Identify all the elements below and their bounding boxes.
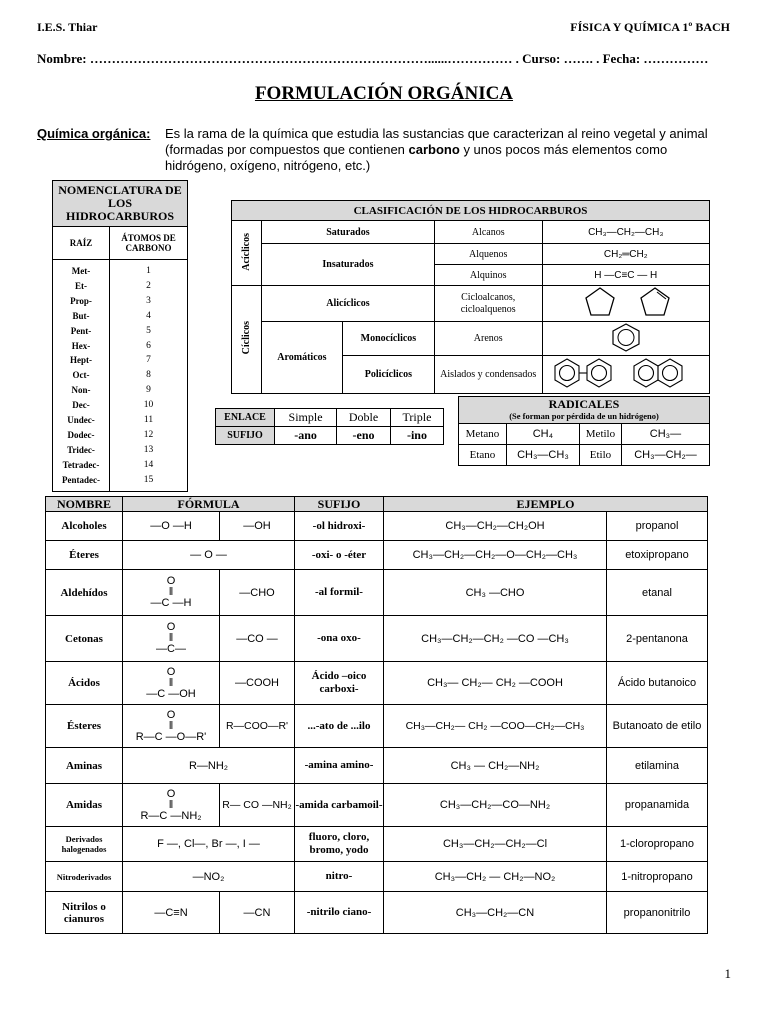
radical-cell: CH₃—CH₃ (506, 445, 579, 466)
root-cell: Et- (53, 279, 110, 294)
page-title: FORMULACIÓN ORGÁNICA (254, 83, 514, 104)
example-formula: CH₃—CH₂—CH₂—Cl (384, 827, 607, 862)
biphenyl-naphthalene-icon (551, 356, 701, 390)
carbon-count-cell: 7 (110, 353, 188, 368)
formula-cell (123, 570, 220, 616)
formula-cell (123, 784, 220, 827)
carbonyl-chain: —C— (156, 643, 186, 655)
formula-cell: —CN (220, 892, 295, 934)
classification-title: CLASIFICACIÓN DE LOS HIDROCARBUROS (232, 201, 710, 221)
example-formula: CH₃ —CHO (384, 570, 607, 616)
suffix-ino: -ino (390, 427, 443, 445)
table-row (53, 279, 188, 294)
suffix-label: SUFIJO (216, 427, 275, 445)
example-name: Ácido butanoico (607, 662, 708, 705)
cycloalkanes-label: Cicloalcanos, cicloalquenos (434, 286, 542, 322)
carbon-count-cell: 5 (110, 324, 188, 339)
example-name: propanamida (607, 784, 708, 827)
aromatic-label: Aromáticos (261, 322, 342, 394)
radical-cell: Etilo (579, 445, 621, 466)
table-row (53, 368, 188, 383)
root-cell: Undec- (53, 413, 110, 428)
suffix-cell: -al formil- (295, 570, 384, 616)
table-row (46, 862, 708, 892)
example-name: Butanoato de etilo (607, 705, 708, 748)
group-name: Ácidos (46, 662, 123, 705)
root-cell: Met- (53, 260, 110, 279)
definition-text: Es la rama de la química que estudia las sustancias que caracterizan al reino vegetal y animal (formadas por compuestos que contienen carbono y unos pocos más elementos como hidrógeno, oxígeno, nitrógeno, etc.) (165, 126, 708, 173)
table-row (53, 309, 188, 324)
formula-cell (123, 662, 220, 705)
col-formula: FÓRMULA (123, 497, 295, 512)
double-bond: ‖ (168, 798, 174, 811)
carbon-count-cell: 3 (110, 294, 188, 309)
example-formula: CH₃ — CH₂—NH₂ (384, 748, 607, 784)
suffix-cell: -oxi- o -éter (295, 541, 384, 570)
table-row (46, 512, 708, 541)
table-row (46, 705, 708, 748)
example-formula: CH₃—CH₂—CH₂—O—CH₂—CH₃ (384, 541, 607, 570)
alkanes-label: Alcanos (434, 221, 542, 244)
formula-cell: R—COO—R' (220, 705, 295, 748)
table-row (46, 616, 708, 662)
double-bond: ‖ (168, 586, 174, 598)
group-name: Cetonas (46, 616, 123, 662)
root-cell: Hept- (53, 353, 110, 368)
radical-cell: CH₃—CH₂— (621, 445, 709, 466)
root-cell: Tetradec- (53, 458, 110, 473)
radical-cell: Metilo (579, 424, 621, 445)
benzene-structure (542, 322, 710, 356)
example-formula: CH₃—CH₂—CO—NH₂ (384, 784, 607, 827)
example-name: propanonitrilo (607, 892, 708, 934)
suffix-eno: -eno (337, 427, 391, 445)
benzene-icon (606, 322, 646, 352)
nomenclature-table (52, 180, 188, 492)
bond-label: ENLACE (216, 409, 275, 427)
double-bond: ‖ (168, 632, 174, 644)
carbon-count-cell: 14 (110, 458, 188, 473)
suffix-cell: -ona oxo- (295, 616, 384, 662)
formula-cell: —C≡N (123, 892, 220, 934)
carbon-count-cell: 8 (110, 368, 188, 383)
carbon-count-cell: 15 (110, 473, 188, 491)
bond-double: Doble (337, 409, 391, 427)
carbon-count-cell: 6 (110, 339, 188, 354)
double-bond: ‖ (168, 676, 174, 689)
suffix-cell: ...-ato de ...ilo (295, 705, 384, 748)
formula-cell: R—NH₂ (123, 748, 295, 784)
formula-cell: —NO₂ (123, 862, 295, 892)
formula-cell: — O — (123, 541, 295, 570)
root-cell: Oct- (53, 368, 110, 383)
formula-cell: —OH (220, 512, 295, 541)
table-row (53, 294, 188, 309)
bond-simple: Simple (275, 409, 337, 427)
root-cell: But- (53, 309, 110, 324)
col-suffix: SUFIJO (295, 497, 384, 512)
carbon-count-cell: 12 (110, 428, 188, 443)
school-name: I.E.S. Thiar (37, 20, 98, 34)
functional-groups-table (45, 496, 708, 934)
example-formula: CH₃—CH₂— CH₂ —COO—CH₂—CH₃ (384, 705, 607, 748)
formula-cell: —CHO (220, 570, 295, 616)
formula-cell: —O —H (123, 512, 220, 541)
alkenes-label: Alquenos (434, 244, 542, 265)
example-name: etoxipropano (607, 541, 708, 570)
double-bond: ‖ (168, 719, 174, 732)
table-row (53, 443, 188, 458)
root-cell: Dec- (53, 398, 110, 413)
carbon-count-cell: 1 (110, 260, 188, 279)
table-row (53, 398, 188, 413)
group-name: Éteres (46, 541, 123, 570)
polycyclic-label: Policíclicos (342, 356, 434, 394)
alkene-formula: CH₂═CH₂ (542, 244, 710, 265)
table-row (53, 413, 188, 428)
root-cell: Non- (53, 383, 110, 398)
suffix-cell: Ácido –oico carboxi- (295, 662, 384, 705)
example-name: propanol (607, 512, 708, 541)
suffix-cell: -nitrilo ciano- (295, 892, 384, 934)
table-row (53, 339, 188, 354)
radical-cell: Etano (459, 445, 507, 466)
definition-label: Química orgánica: (37, 126, 151, 141)
suffix-cell: -amida carbamoil- (295, 784, 384, 827)
unsaturated-label: Insaturados (261, 244, 434, 286)
formula-cell (123, 705, 220, 748)
example-name: 2-pentanona (607, 616, 708, 662)
alkyne-formula: H —C≡C — H (542, 265, 710, 286)
alicyclic-label: Alicíclicos (261, 286, 434, 322)
example-name: 1-nitropropano (607, 862, 708, 892)
radical-cell: CH₄ (506, 424, 579, 445)
cyclopentane-cyclopentene-icon (571, 286, 681, 318)
radicals-table (458, 396, 710, 466)
saturated-label: Saturados (261, 221, 434, 244)
table-row (46, 892, 708, 934)
radicals-subtitle: (Se forman por pérdida de un hidrógeno) (509, 411, 659, 421)
polycyclic-structures (542, 356, 710, 394)
example-name: 1-cloropropano (607, 827, 708, 862)
radical-cell: CH₃— (621, 424, 709, 445)
example-formula: CH₃—CH₂—CN (384, 892, 607, 934)
alkynes-label: Alquinos (434, 265, 542, 286)
example-name: etanal (607, 570, 708, 616)
form-line: Nombre: ……………………………………………………………………......…………… . Curso: ……. . Fecha: …………… (37, 51, 709, 66)
cyclic-label: Cíclicos (240, 321, 252, 355)
suffix-cell: -amina amino- (295, 748, 384, 784)
formula-cell: —COOH (220, 662, 295, 705)
suffix-cell: -ol hidroxi- (295, 512, 384, 541)
root-cell: Prop- (53, 294, 110, 309)
table-row (46, 784, 708, 827)
carbon-count-cell: 2 (110, 279, 188, 294)
oxygen-atom: O (166, 575, 176, 587)
page-number: 1 (724, 966, 731, 981)
formula-cell: —CO — (220, 616, 295, 662)
table-row (53, 383, 188, 398)
arenes-label: Arenos (434, 322, 542, 356)
nomenclature-title: NOMENCLATURA DE LOS HIDROCARBUROS (53, 181, 188, 227)
carbon-count-cell: 9 (110, 383, 188, 398)
acyclic-cell (232, 221, 262, 286)
carbonyl-chain: —C —H (150, 597, 192, 609)
table-row (53, 473, 188, 491)
table-row (46, 748, 708, 784)
oxygen-atom: O (166, 665, 176, 678)
group-name: Amidas (46, 784, 123, 827)
table-row (53, 458, 188, 473)
table-row (46, 827, 708, 862)
suffix-ano: -ano (275, 427, 337, 445)
root-cell: Hex- (53, 339, 110, 354)
carbonyl-chain: R—C —NH₂ (140, 809, 202, 822)
carbonyl-chain: —C —OH (146, 687, 196, 700)
example-name: etilamina (607, 748, 708, 784)
table-row (53, 353, 188, 368)
carbon-count-cell: 4 (110, 309, 188, 324)
cyclo-structures (542, 286, 710, 322)
group-name: Ésteres (46, 705, 123, 748)
table-row (53, 260, 188, 279)
root-cell: Tridec- (53, 443, 110, 458)
group-name: Nitroderivados (46, 862, 123, 892)
formula-cell (123, 616, 220, 662)
formula-cell: F —, Cl—, Br —, I — (123, 827, 295, 862)
isolated-condensed-label: Aislados y condensados (434, 356, 542, 394)
group-name: Aminas (46, 748, 123, 784)
group-name: Derivados halogenados (46, 827, 123, 862)
suffix-cell: fluoro, cloro, bromo, yodo (295, 827, 384, 862)
carbon-count-cell: 13 (110, 443, 188, 458)
carbonyl-chain: R—C —O—R' (135, 730, 207, 743)
root-cell: Dodec- (53, 428, 110, 443)
formula-cell: R— CO —NH₂ (220, 784, 295, 827)
oxygen-atom: O (166, 621, 176, 633)
table-row (46, 662, 708, 705)
col-root: RAÍZ (53, 227, 110, 260)
example-formula: CH₃—CH₂ — CH₂—NO₂ (384, 862, 607, 892)
group-name: Alcoholes (46, 512, 123, 541)
carbon-count-cell: 10 (110, 398, 188, 413)
course-name: FÍSICA Y QUÍMICA 1º BACH (570, 20, 730, 34)
bond-triple: Triple (390, 409, 443, 427)
oxygen-atom: O (166, 708, 176, 721)
bond-suffix-table (215, 408, 444, 445)
suffix-cell: nitro- (295, 862, 384, 892)
monocyclic-label: Monocíclicos (342, 322, 434, 356)
oxygen-atom: O (166, 787, 176, 800)
col-example: EJEMPLO (384, 497, 708, 512)
root-cell: Pent- (53, 324, 110, 339)
table-row (46, 570, 708, 616)
table-row (53, 428, 188, 443)
alkane-formula: CH₃—CH₂—CH₃ (542, 221, 710, 244)
table-row (53, 324, 188, 339)
col-carbon-atoms: ÁTOMOS DE CARBONO (110, 227, 188, 260)
group-name: Nitrilos o cianuros (46, 892, 123, 934)
example-formula: CH₃— CH₂— CH₂ —COOH (384, 662, 607, 705)
acyclic-label: Acíclicos (240, 232, 252, 271)
example-formula: CH₃—CH₂—CH₂ —CO —CH₃ (384, 616, 607, 662)
example-formula: CH₃—CH₂—CH₂OH (384, 512, 607, 541)
col-name: NOMBRE (46, 497, 123, 512)
table-row (46, 541, 708, 570)
radicals-header (459, 397, 710, 424)
radicals-title: RADICALES (548, 397, 620, 411)
cyclic-cell (232, 286, 262, 394)
group-name: Aldehídos (46, 570, 123, 616)
classification-table (231, 200, 710, 394)
carbon-count-cell: 11 (110, 413, 188, 428)
root-cell: Pentadec- (53, 473, 110, 491)
radical-cell: Metano (459, 424, 507, 445)
